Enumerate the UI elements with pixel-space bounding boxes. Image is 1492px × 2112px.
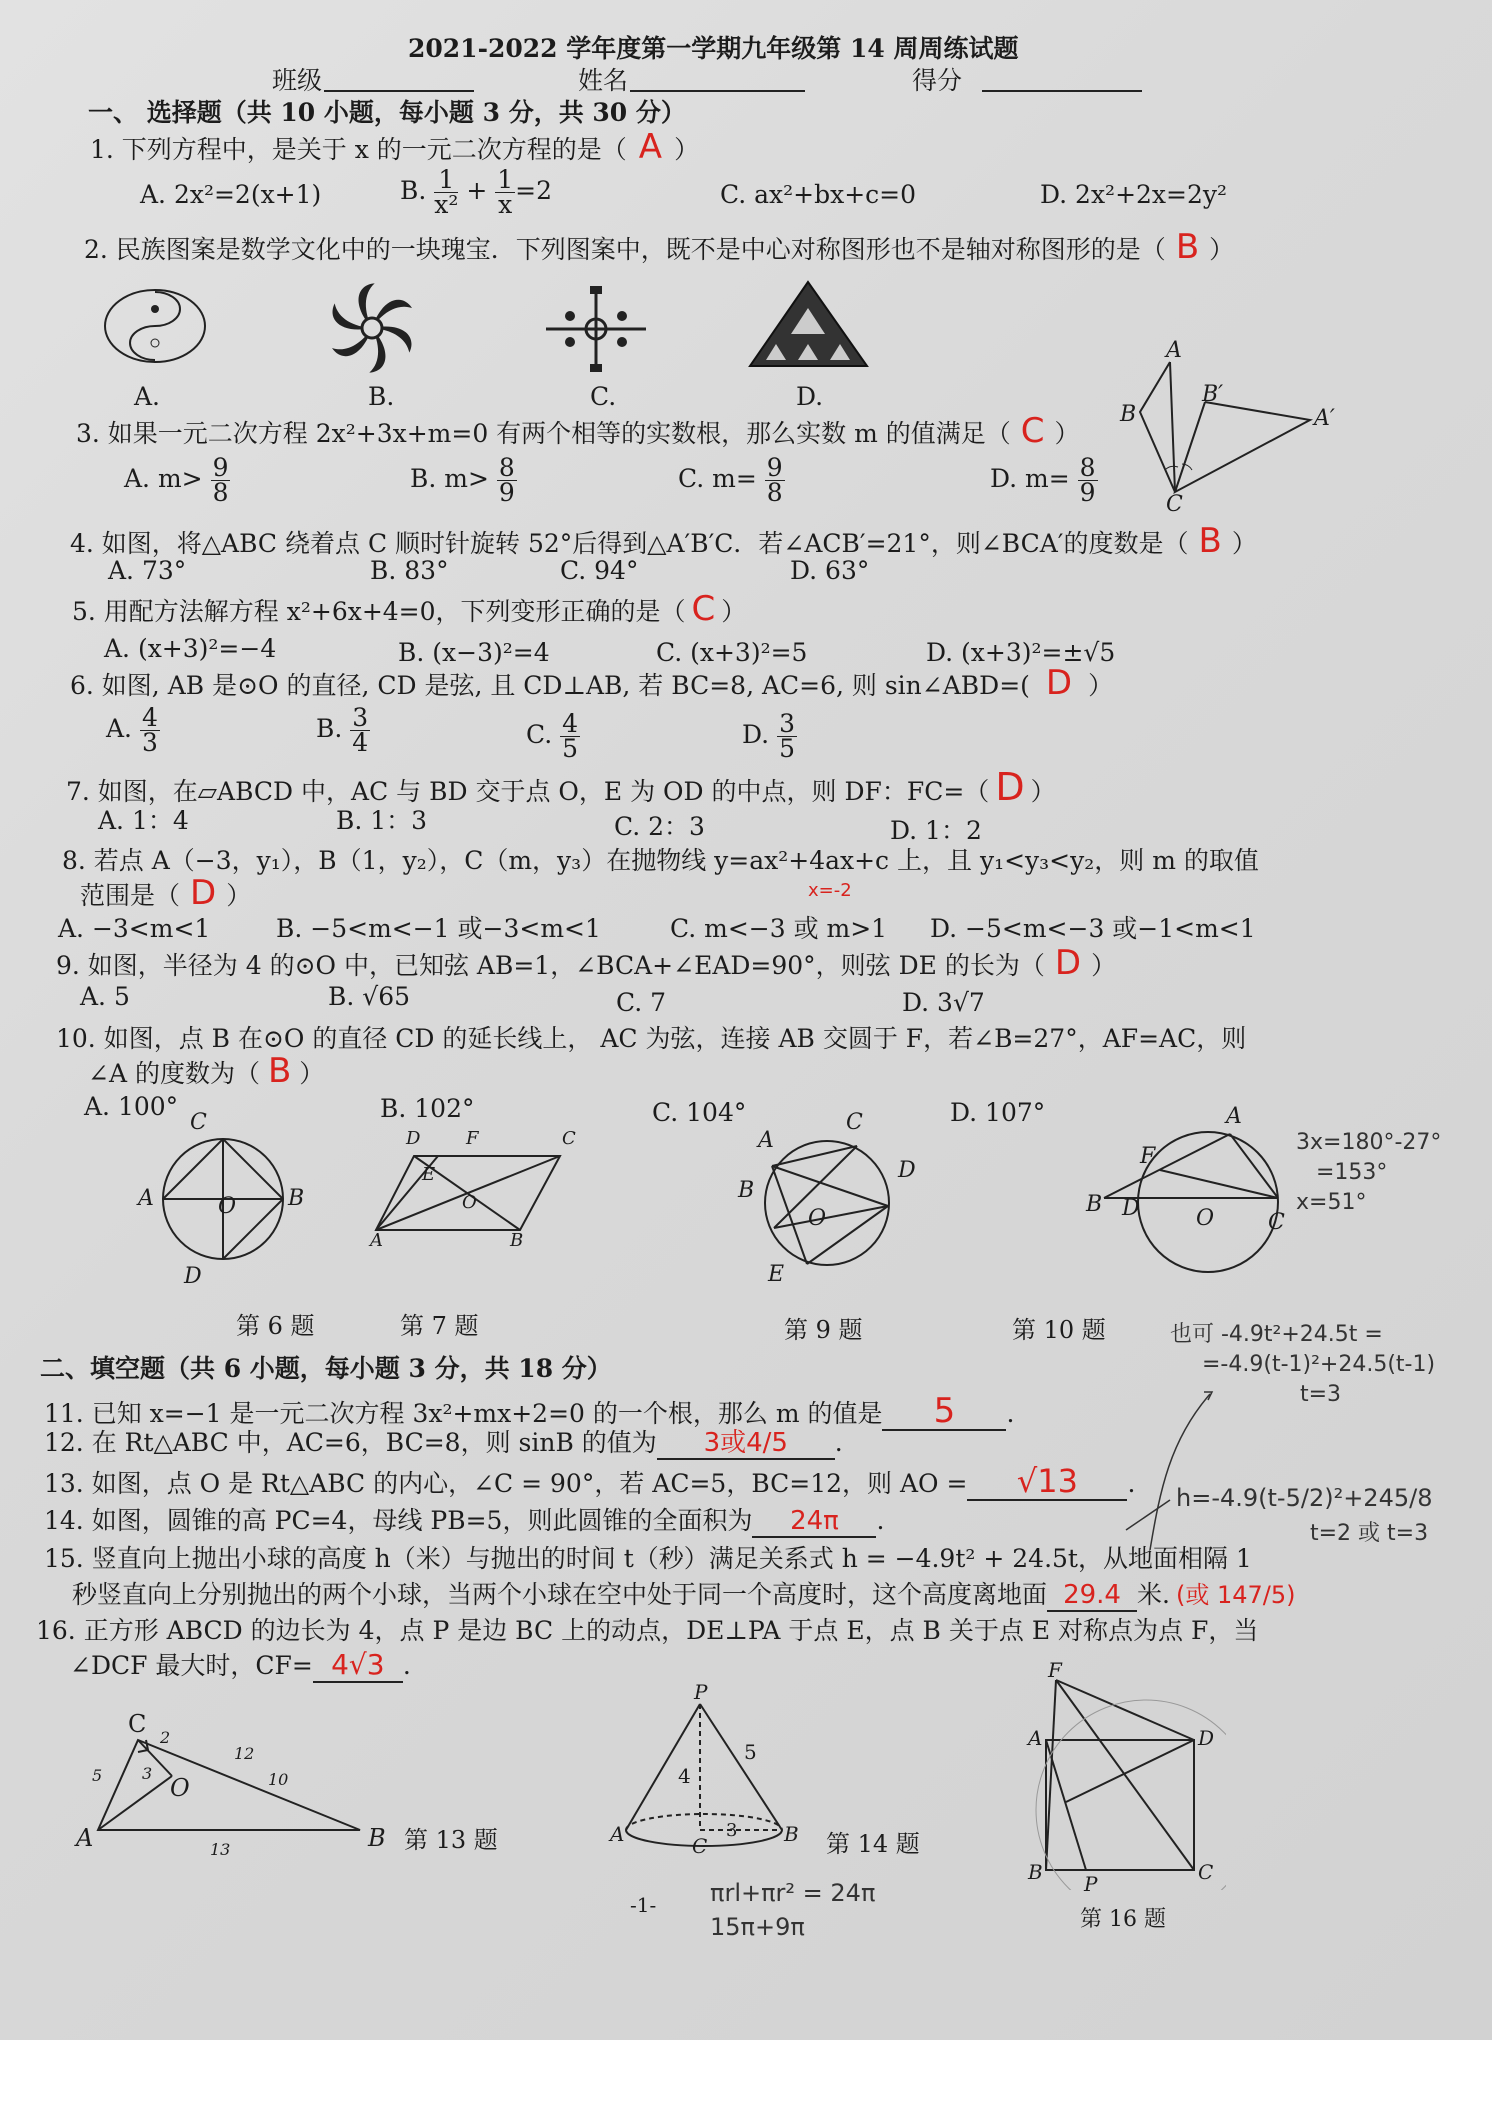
q7-stem: 7. 如图，在▱ABCD 中，AC 与 BD 交于点 O，E 为 OD 的中点，则 DF：FC=（ D ） bbox=[66, 765, 1056, 809]
q9-answer: D bbox=[1054, 943, 1082, 983]
page-number: -1- bbox=[630, 1893, 657, 1917]
q16-text-2: ∠DCF 最大时，CF= 4√3 . bbox=[70, 1648, 411, 1681]
q3-option-d: D. m= $\frac{8}{9}$ bbox=[990, 453, 1096, 507]
q8-option-a: A. −3<m<1 bbox=[58, 914, 211, 943]
q6-label-o: O bbox=[218, 1194, 237, 1219]
q1-option-c: C. ax²+bx+c=0 bbox=[720, 180, 917, 209]
q6-option-c: C. $\frac{4}{5}$ bbox=[526, 709, 579, 763]
q10-option-a: A. 100° bbox=[84, 1092, 179, 1121]
q13-text: 13. 如图，点 O 是 Rt△ABC 的内心，∠C = 90°，若 AC=5，BC=12，则 AO = √13 . bbox=[44, 1462, 1136, 1500]
q14-mark-3: 3 bbox=[726, 1820, 738, 1841]
q15-answer: 29.4 bbox=[1063, 1580, 1121, 1610]
q9-label-e: E bbox=[768, 1262, 785, 1287]
q9-label-c: C bbox=[846, 1110, 863, 1135]
q9-option-c: C. 7 bbox=[616, 988, 667, 1017]
q1-answer: A bbox=[638, 127, 663, 167]
q16-label-p: P bbox=[1084, 1872, 1098, 1896]
q16-figure bbox=[1026, 1658, 1226, 1896]
class-label: 班级 bbox=[272, 66, 323, 95]
triangle-pattern bbox=[746, 278, 871, 370]
q9-label-d: D bbox=[898, 1158, 916, 1183]
q6-stem: 6. 如图, AB 是⊙O 的直径, CD 是弦, 且 CD⊥AB, 若 BC=8, AC=6, 则 sin∠ABD=( D ） bbox=[70, 663, 1114, 703]
q7-label-f: F bbox=[466, 1128, 479, 1149]
q16-text: 16. 正方形 ABCD 的边长为 4，点 P 是边 BC 上的动点，DE⊥PA 于点 E，点 B 关于点 E 对称点为点 F，当 bbox=[36, 1616, 1259, 1645]
q8-answer: D bbox=[190, 873, 217, 913]
q10-option-b: B. 102° bbox=[380, 1094, 475, 1123]
q4-option-a: A. 73° bbox=[108, 556, 187, 585]
q9-option-b: B. √65 bbox=[328, 982, 411, 1011]
q7-option-a: A. 1：4 bbox=[98, 806, 189, 835]
q13-label-a: A bbox=[76, 1824, 94, 1852]
q10-label-f: F bbox=[1140, 1144, 1156, 1169]
score-field[interactable] bbox=[982, 90, 1142, 92]
q10-caption: 第 10 题 bbox=[1012, 1316, 1106, 1344]
q1-option-d: D. 2x²+2x=2y² bbox=[1040, 180, 1228, 209]
q13-answer: √13 bbox=[1016, 1462, 1078, 1500]
q7-option-d: D. 1：2 bbox=[890, 816, 982, 845]
q11-text: 11. 已知 x=−1 是一元二次方程 3x²+mx+2=0 的一个根，那么 m 的值是 5 . bbox=[44, 1391, 1015, 1431]
cross-pattern bbox=[540, 284, 652, 374]
q6-caption: 第 6 题 bbox=[236, 1312, 315, 1340]
q14-label-p: P bbox=[694, 1680, 708, 1704]
q8-option-d: D. −5<m<−3 或−1<m<1 bbox=[930, 914, 1256, 943]
q8-stem-2: 范围是（ D ） bbox=[80, 873, 252, 913]
q2-stem: 2. 民族图案是数学文化中的一块瑰宝．下列图案中，既不是中心对称图形也不是轴对称图形的是（ B ） bbox=[84, 227, 1235, 267]
q4-label-b: B bbox=[1120, 402, 1137, 427]
q5-option-d: D. (x+3)²=±√5 bbox=[926, 638, 1116, 667]
q14-mark-5: 5 bbox=[744, 1740, 757, 1764]
q13-mark-12: 12 bbox=[234, 1744, 255, 1763]
yin-yang-pattern bbox=[100, 286, 210, 366]
q6-option-a: A. $\frac{4}{3}$ bbox=[106, 703, 158, 757]
section2-heading: 二、填空题（共 6 小题，每小题 3 分，共 18 分） bbox=[40, 1354, 612, 1383]
q3-stem: 3. 如果一元二次方程 2x²+3x+m=0 有两个相等的实数根，那么实数 m 的值满足（ C ） bbox=[76, 411, 1080, 451]
q4-label-a: A bbox=[1166, 338, 1182, 363]
q13-mark-5: 5 bbox=[92, 1766, 103, 1785]
q15-extra: (或 147/5) bbox=[1175, 1581, 1296, 1609]
q10-margin-note: 3x=180°-27° =153° x=51° bbox=[1296, 1130, 1442, 1215]
margin-arrows bbox=[1120, 1380, 1240, 1560]
q12-text: 12. 在 Rt△ABC 中，AC=6，BC=8，则 sinB 的值为 3或4/5 . bbox=[44, 1428, 843, 1458]
q8-stem: 8. 若点 A（−3，y₁），B（1，y₂），C（m，y₃）在抛物线 y=ax²+4ax+c 上，且 y₁<y₃<y₂，则 m 的取值 bbox=[62, 846, 1259, 875]
q10-label-o: O bbox=[1196, 1206, 1215, 1231]
q3-option-c: C. m= $\frac{9}{8}$ bbox=[678, 453, 783, 507]
q13-label-c: C bbox=[128, 1710, 147, 1738]
q14-label-b: B bbox=[784, 1822, 799, 1846]
q5-option-a: A. (x+3)²=−4 bbox=[104, 634, 277, 663]
q4-figure bbox=[1120, 338, 1340, 517]
q7-label-a: A bbox=[370, 1230, 383, 1251]
q10-answer: B bbox=[267, 1051, 292, 1091]
q13-label-b: B bbox=[368, 1824, 386, 1852]
q8-option-c: C. m<−3 或 m>1 bbox=[670, 914, 888, 943]
q14-text: 14. 如图，圆锥的高 PC=4，母线 PB=5，则此圆锥的全面积为 24π . bbox=[44, 1506, 885, 1536]
q14-work-note: πrl+πr² = 24π 15π+9π bbox=[710, 1879, 876, 1941]
q1-stem: 1. 下列方程中，是关于 x 的一元二次方程的是（ A ） bbox=[90, 127, 700, 167]
q13-mark-10: 10 bbox=[268, 1770, 289, 1789]
q13-mark-2: 2 bbox=[160, 1728, 171, 1747]
q9-label-b: B bbox=[738, 1178, 755, 1203]
q7-option-b: B. 1：3 bbox=[336, 806, 428, 835]
q2-label-b: B. bbox=[368, 382, 395, 411]
q3-option-b: B. m> $\frac{8}{9}$ bbox=[410, 453, 515, 507]
q8-note: x=-2 bbox=[808, 880, 852, 901]
q6-label-b: B bbox=[288, 1186, 305, 1211]
q10-label-b: B bbox=[1086, 1192, 1103, 1217]
q1-option-a: A. 2x²=2(x+1) bbox=[140, 180, 322, 209]
paper-title: 2021-2022 学年度第一学期九年级第 14 周周练试题 bbox=[408, 34, 1019, 63]
q7-figure bbox=[370, 1128, 576, 1251]
q14-caption: 第 14 题 bbox=[826, 1830, 920, 1858]
class-field[interactable] bbox=[324, 90, 474, 92]
q9-option-a: A. 5 bbox=[80, 982, 130, 1011]
q14-figure bbox=[610, 1680, 799, 1858]
q16-label-c: C bbox=[1198, 1860, 1214, 1884]
q14-label-c: C bbox=[692, 1834, 708, 1858]
q7-answer: D bbox=[995, 765, 1025, 809]
q4-option-d: D. 63° bbox=[790, 556, 870, 585]
pinwheel-pattern bbox=[312, 278, 432, 378]
q7-label-d: D bbox=[406, 1128, 421, 1149]
q16-label-b: B bbox=[1028, 1860, 1043, 1884]
name-label: 姓名 bbox=[578, 66, 629, 95]
q10-label-a: A bbox=[1226, 1104, 1242, 1129]
q10-figure bbox=[1086, 1104, 1290, 1280]
q6-answer: D bbox=[1045, 663, 1073, 703]
q9-figure bbox=[738, 1110, 916, 1287]
q3-option-a: A. m> $\frac{9}{8}$ bbox=[124, 453, 229, 507]
q4-label-a-prime: A′ bbox=[1314, 406, 1335, 431]
score-label: 得分 bbox=[912, 66, 963, 95]
q16-caption: 第 16 题 bbox=[1080, 1907, 1166, 1932]
q14-label-a: A bbox=[610, 1822, 625, 1846]
q10-option-c: C. 104° bbox=[652, 1098, 747, 1127]
q4-option-c: C. 94° bbox=[560, 556, 639, 585]
q6-label-c: C bbox=[190, 1110, 207, 1135]
q15-text-2: 秒竖直向上分别抛出的两个小球，当两个小球在空中处于同一个高度时，这个高度离地面 29.4 米. (或 147/5) bbox=[72, 1580, 1296, 1610]
q4-label-c: C bbox=[1166, 492, 1183, 517]
name-field[interactable] bbox=[630, 90, 805, 92]
q4-option-b: B. 83° bbox=[370, 556, 449, 585]
q10-stem-2: ∠A 的度数为（ B ） bbox=[88, 1051, 325, 1091]
q10-option-d: D. 107° bbox=[950, 1098, 1046, 1127]
q15-text: 15. 竖直向上抛出小球的高度 h（米）与抛出的时间 t（秒）满足关系式 h = −4.9t² + 24.5t，从地面相隔 1 bbox=[44, 1544, 1252, 1573]
q15-margin-note-b: h=-4.9(t-5/2)²+245/8 t=2 或 t=3 bbox=[1176, 1484, 1433, 1546]
q13-figure bbox=[76, 1710, 390, 1859]
q10-label-c: C bbox=[1268, 1210, 1285, 1235]
q13-label-o: O bbox=[170, 1774, 190, 1802]
q6-option-b: B. $\frac{3}{4}$ bbox=[316, 703, 369, 757]
q5-answer: C bbox=[691, 589, 716, 629]
q9-stem: 9. 如图，半径为 4 的⊙O 中，已知弦 AB=1，∠BCA+∠EAD=90°，则弦 DE 的长为（ D ） bbox=[56, 943, 1117, 983]
q16-answer: 4√3 bbox=[331, 1648, 385, 1681]
q3-answer: C bbox=[1020, 411, 1045, 451]
q14-answer: 24π bbox=[790, 1506, 839, 1536]
q6-figure bbox=[138, 1110, 305, 1289]
q7-label-c: C bbox=[562, 1128, 576, 1149]
q16-label-a: A bbox=[1028, 1726, 1043, 1750]
q5-option-c: C. (x+3)²=5 bbox=[656, 638, 808, 667]
q13-caption: 第 13 题 bbox=[404, 1826, 498, 1854]
q6-option-d: D. $\frac{3}{5}$ bbox=[742, 709, 795, 763]
q13-mark-13: 13 bbox=[210, 1840, 231, 1859]
q11-answer: 5 bbox=[933, 1391, 956, 1431]
q12-answer: 3或4/5 bbox=[703, 1428, 788, 1458]
q16-label-f: F bbox=[1048, 1658, 1062, 1682]
q4-label-b-prime: B′ bbox=[1202, 382, 1224, 407]
q8-option-b: B. −5<m<−1 或−3<m<1 bbox=[276, 914, 601, 943]
q2-answer: B bbox=[1175, 227, 1200, 267]
q9-option-d: D. 3√7 bbox=[902, 988, 985, 1017]
q7-caption: 第 7 题 bbox=[400, 1312, 479, 1340]
q7-label-o: O bbox=[462, 1192, 477, 1213]
q14-mark-4: 4 bbox=[678, 1764, 691, 1788]
q15-margin-note-a: 也可 -4.9t²+24.5t = =-4.9(t-1)²+24.5(t-1) t=3 bbox=[1170, 1322, 1436, 1407]
q2-label-d: D. bbox=[796, 382, 824, 411]
q7-label-e: E bbox=[422, 1164, 436, 1185]
q9-label-o: O bbox=[808, 1206, 827, 1231]
q2-label-a: A. bbox=[134, 382, 161, 411]
q7-label-b: B bbox=[510, 1230, 524, 1251]
q1-option-b: B. $\frac{1}{\text{x²}}$ + $\frac{1}{x}$ =2 bbox=[400, 165, 553, 219]
q2-label-c: C. bbox=[590, 382, 617, 411]
q4-stem: 4. 如图，将△ABC 绕着点 C 顺时针旋转 52°后得到△A′B′C．若∠ACB′=21°，则∠BCA′的度数是（ B ） bbox=[70, 521, 1257, 561]
q9-caption: 第 9 题 bbox=[784, 1316, 863, 1344]
q10-stem: 10. 如图，点 B 在⊙O 的直径 CD 的延长线上， AC 为弦，连接 AB 交圆于 F，若∠B=27°，AF=AC，则 bbox=[56, 1024, 1247, 1053]
q4-answer: B bbox=[1198, 521, 1222, 561]
q9-label-a: A bbox=[758, 1128, 774, 1153]
q6-label-a: A bbox=[138, 1186, 154, 1211]
section1-heading: 一、 选择题（共 10 小题，每小题 3 分，共 30 分） bbox=[88, 98, 686, 127]
q7-option-c: C. 2：3 bbox=[614, 812, 705, 841]
q13-mark-3: 3 bbox=[142, 1764, 153, 1783]
q5-option-b: B. (x−3)²=4 bbox=[398, 638, 550, 667]
q5-stem: 5. 用配方法解方程 x²+6x+4=0，下列变形正确的是（ C ） bbox=[72, 589, 747, 629]
q10-label-d: D bbox=[1122, 1196, 1140, 1221]
q6-label-d: D bbox=[184, 1264, 202, 1289]
q16-label-d: D bbox=[1198, 1726, 1215, 1750]
